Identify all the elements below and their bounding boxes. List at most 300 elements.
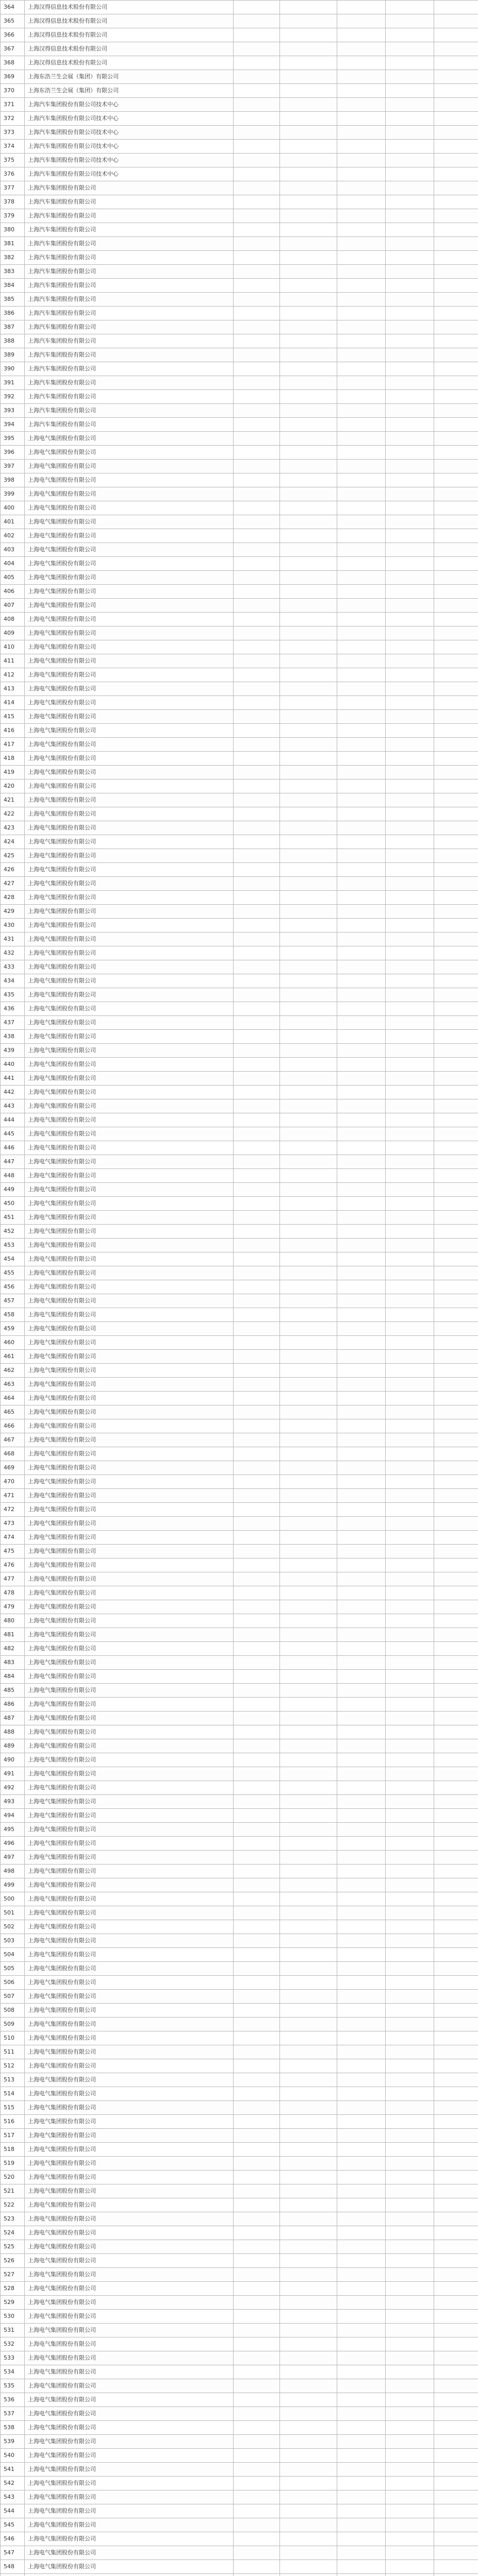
table-cell — [386, 2268, 434, 2282]
company-name-cell: 上海电气集团股份有限公司 — [25, 905, 234, 919]
company-name-cell: 上海电气集团股份有限公司 — [25, 2532, 234, 2546]
company-name-cell: 上海电气集团股份有限公司 — [25, 1990, 234, 2004]
table-cell — [337, 1586, 386, 1600]
table-row — [1, 209, 478, 223]
table-cell — [386, 2240, 434, 2254]
table-cell — [434, 1600, 478, 1614]
table-cell — [386, 988, 434, 1002]
company-name-cell: 上海电气集团股份有限公司 — [25, 1628, 234, 1642]
table-cell — [337, 376, 386, 390]
table-row — [1, 738, 478, 752]
row-number-cell: 533 — [1, 2351, 25, 2365]
table-cell — [234, 2157, 280, 2171]
row-number-cell: 440 — [1, 1058, 25, 1072]
table-cell — [434, 98, 478, 112]
table-row — [1, 446, 478, 460]
table-cell — [337, 1823, 386, 1837]
table-cell — [234, 2365, 280, 2379]
table-cell — [434, 279, 478, 293]
row-number-cell: 380 — [1, 223, 25, 237]
table-cell — [234, 1865, 280, 1878]
table-cell — [280, 988, 337, 1002]
table-cell — [434, 1614, 478, 1628]
table-cell — [386, 1517, 434, 1531]
table-cell — [386, 793, 434, 807]
row-number-cell: 456 — [1, 1280, 25, 1294]
table-cell — [280, 1600, 337, 1614]
table-cell — [234, 640, 280, 654]
table-cell — [337, 2324, 386, 2337]
row-number-cell: 374 — [1, 140, 25, 154]
table-row — [1, 1252, 478, 1266]
table-cell — [434, 877, 478, 891]
table-cell — [434, 2045, 478, 2059]
table-cell — [280, 293, 337, 307]
table-cell — [386, 126, 434, 140]
table-cell — [280, 1016, 337, 1030]
table-cell — [434, 1475, 478, 1489]
table-cell — [234, 1739, 280, 1753]
table-cell — [280, 2504, 337, 2518]
row-number-cell: 375 — [1, 154, 25, 167]
company-name-cell: 上海电气集团股份有限公司 — [25, 752, 234, 766]
table-cell — [386, 1976, 434, 1990]
table-cell — [234, 1628, 280, 1642]
table-cell — [337, 1280, 386, 1294]
table-cell — [280, 793, 337, 807]
table-cell — [337, 2157, 386, 2171]
table-row — [1, 1906, 478, 1920]
row-number-cell: 510 — [1, 2031, 25, 2045]
company-name-cell: 上海汽车集团股份有限公司 — [25, 237, 234, 251]
table-cell — [386, 2031, 434, 2045]
table-cell — [434, 70, 478, 84]
table-cell — [434, 543, 478, 557]
table-cell — [337, 140, 386, 154]
table-cell — [234, 98, 280, 112]
table-cell — [280, 668, 337, 682]
table-cell — [280, 1753, 337, 1767]
table-cell — [280, 1614, 337, 1628]
table-cell — [234, 543, 280, 557]
table-cell — [234, 1711, 280, 1725]
table-cell — [434, 905, 478, 919]
row-number-cell: 395 — [1, 432, 25, 446]
table-cell — [280, 821, 337, 835]
table-cell — [280, 529, 337, 543]
table-cell — [280, 599, 337, 613]
table-cell — [434, 140, 478, 154]
table-cell — [337, 1517, 386, 1531]
table-cell — [337, 2296, 386, 2310]
table-cell — [337, 1531, 386, 1545]
table-row — [1, 84, 478, 98]
table-cell — [386, 1239, 434, 1252]
company-name-cell: 上海电气集团股份有限公司 — [25, 696, 234, 710]
table-cell — [337, 543, 386, 557]
table-cell — [337, 2087, 386, 2101]
table-row — [1, 1058, 478, 1072]
table-cell — [280, 42, 337, 56]
table-cell — [386, 2490, 434, 2504]
table-row — [1, 835, 478, 849]
table-cell — [337, 571, 386, 585]
company-name-cell: 上海电气集团股份有限公司 — [25, 654, 234, 668]
table-cell — [280, 1558, 337, 1572]
table-cell — [234, 1656, 280, 1670]
table-row — [1, 724, 478, 738]
table-cell — [337, 1378, 386, 1392]
table-row — [1, 1781, 478, 1795]
table-cell — [386, 933, 434, 946]
table-cell — [386, 307, 434, 320]
table-cell — [234, 946, 280, 960]
table-cell — [280, 2365, 337, 2379]
table-row — [1, 1016, 478, 1030]
table-cell — [280, 84, 337, 98]
company-name-cell: 上海电气集团股份有限公司 — [25, 473, 234, 487]
row-number-cell: 449 — [1, 1183, 25, 1197]
table-cell — [337, 1392, 386, 1405]
table-cell — [280, 376, 337, 390]
table-row — [1, 1266, 478, 1280]
company-name-cell: 上海电气集团股份有限公司 — [25, 1656, 234, 1670]
table-cell — [337, 56, 386, 70]
company-name-cell: 上海汉得信息技术股份有限公司 — [25, 28, 234, 42]
table-cell — [434, 1016, 478, 1030]
table-cell — [234, 140, 280, 154]
table-cell — [234, 1809, 280, 1823]
table-cell — [434, 654, 478, 668]
table-cell — [386, 1711, 434, 1725]
company-name-cell: 上海电气集团股份有限公司 — [25, 2101, 234, 2115]
table-cell — [337, 320, 386, 334]
company-name-cell: 上海电气集团股份有限公司 — [25, 1239, 234, 1252]
table-cell — [337, 1642, 386, 1656]
table-row — [1, 1044, 478, 1058]
table-cell — [280, 2477, 337, 2490]
table-row — [1, 70, 478, 84]
table-cell — [234, 1851, 280, 1865]
table-row — [1, 501, 478, 515]
table-cell — [337, 1002, 386, 1016]
table-row — [1, 2518, 478, 2532]
table-cell — [386, 1308, 434, 1322]
row-number-cell: 528 — [1, 2282, 25, 2296]
table-cell — [280, 195, 337, 209]
company-name-cell: 上海电气集团股份有限公司 — [25, 724, 234, 738]
row-number-cell: 439 — [1, 1044, 25, 1058]
table-row — [1, 1072, 478, 1086]
table-cell — [337, 390, 386, 404]
table-cell — [434, 2379, 478, 2393]
table-cell — [386, 974, 434, 988]
table-row — [1, 460, 478, 473]
table-cell — [234, 738, 280, 752]
table-row — [1, 2212, 478, 2226]
company-name-cell: 上海汽车集团股份有限公司 — [25, 404, 234, 418]
table-cell — [386, 1364, 434, 1378]
table-cell — [434, 1642, 478, 1656]
table-cell — [234, 1823, 280, 1837]
table-cell — [434, 1865, 478, 1878]
company-name-cell: 上海电气集团股份有限公司 — [25, 1878, 234, 1892]
table-cell — [234, 1767, 280, 1781]
table-cell — [434, 599, 478, 613]
table-cell — [386, 446, 434, 460]
company-name-cell: 上海电气集团股份有限公司 — [25, 626, 234, 640]
table-cell — [234, 2059, 280, 2073]
company-name-cell: 上海电气集团股份有限公司 — [25, 807, 234, 821]
table-row — [1, 1239, 478, 1252]
table-cell — [434, 891, 478, 905]
row-number-cell: 542 — [1, 2477, 25, 2490]
table-cell — [234, 1962, 280, 1976]
table-cell — [386, 1614, 434, 1628]
table-cell — [434, 2226, 478, 2240]
table-row — [1, 1962, 478, 1976]
table-row — [1, 154, 478, 167]
table-cell — [386, 1572, 434, 1586]
company-name-cell: 上海电气集团股份有限公司 — [25, 1266, 234, 1280]
table-cell — [234, 2324, 280, 2337]
row-number-cell: 541 — [1, 2463, 25, 2477]
row-number-cell: 500 — [1, 1892, 25, 1906]
company-name-cell: 上海电气集团股份有限公司 — [25, 1197, 234, 1211]
table-cell — [234, 1392, 280, 1405]
row-number-cell: 526 — [1, 2254, 25, 2268]
table-cell — [386, 2282, 434, 2296]
table-cell — [234, 2115, 280, 2129]
table-cell — [337, 181, 386, 195]
table-cell — [434, 2351, 478, 2365]
table-cell — [386, 1767, 434, 1781]
table-cell — [280, 2268, 337, 2282]
table-cell — [280, 2296, 337, 2310]
table-cell — [280, 1308, 337, 1322]
table-cell — [280, 28, 337, 42]
table-cell — [386, 1878, 434, 1892]
table-cell — [386, 2379, 434, 2393]
table-cell — [234, 2560, 280, 2574]
table-cell — [386, 2324, 434, 2337]
table-cell — [280, 1865, 337, 1878]
table-cell — [234, 2310, 280, 2324]
table-cell — [386, 2504, 434, 2518]
company-name-cell: 上海电气集团股份有限公司 — [25, 1684, 234, 1698]
table-cell — [386, 2073, 434, 2087]
table-cell — [386, 1684, 434, 1698]
table-row — [1, 2157, 478, 2171]
table-cell — [234, 1169, 280, 1183]
table-cell — [234, 2268, 280, 2282]
company-name-cell: 上海电气集团股份有限公司 — [25, 988, 234, 1002]
table-cell — [386, 265, 434, 279]
table-cell — [234, 209, 280, 223]
table-cell — [386, 2101, 434, 2115]
table-row — [1, 1489, 478, 1503]
row-number-cell: 366 — [1, 28, 25, 42]
table-cell — [337, 640, 386, 654]
table-row — [1, 2337, 478, 2351]
table-cell — [337, 2310, 386, 2324]
row-number-cell: 463 — [1, 1378, 25, 1392]
table-cell — [280, 1892, 337, 1906]
table-row — [1, 2073, 478, 2087]
table-cell — [434, 571, 478, 585]
table-cell — [280, 1851, 337, 1865]
table-row — [1, 1197, 478, 1211]
table-cell — [234, 1016, 280, 1030]
table-cell — [337, 668, 386, 682]
company-name-cell: 上海电气集团股份有限公司 — [25, 1725, 234, 1739]
table-cell — [386, 599, 434, 613]
table-cell — [386, 2518, 434, 2532]
table-cell — [280, 2560, 337, 2574]
table-row — [1, 2546, 478, 2560]
table-row — [1, 1336, 478, 1350]
table-cell — [337, 1503, 386, 1517]
company-name-cell: 上海电气集团股份有限公司 — [25, 543, 234, 557]
table-row — [1, 1628, 478, 1642]
table-cell — [434, 2101, 478, 2115]
table-cell — [434, 640, 478, 654]
table-cell — [234, 1948, 280, 1962]
table-cell — [234, 2004, 280, 2018]
table-cell — [234, 2143, 280, 2157]
table-cell — [337, 2532, 386, 2546]
table-cell — [434, 807, 478, 821]
row-number-cell: 477 — [1, 1572, 25, 1586]
table-cell — [434, 501, 478, 515]
table-cell — [434, 738, 478, 752]
table-cell — [337, 42, 386, 56]
table-row — [1, 2296, 478, 2310]
table-cell — [280, 1002, 337, 1016]
table-cell — [337, 223, 386, 237]
table-cell — [234, 237, 280, 251]
row-number-cell: 405 — [1, 571, 25, 585]
table-cell — [280, 2171, 337, 2184]
table-cell — [280, 863, 337, 877]
company-name-cell: 上海汽车集团股份有限公司 — [25, 251, 234, 265]
table-cell — [386, 946, 434, 960]
table-cell — [386, 1906, 434, 1920]
row-number-cell: 370 — [1, 84, 25, 98]
table-cell — [280, 933, 337, 946]
company-name-cell: 上海电气集团股份有限公司 — [25, 1503, 234, 1517]
table-cell — [280, 1572, 337, 1586]
table-cell — [234, 223, 280, 237]
table-row — [1, 682, 478, 696]
table-cell — [386, 877, 434, 891]
table-cell — [234, 2226, 280, 2240]
table-cell — [434, 933, 478, 946]
table-cell — [337, 626, 386, 640]
table-cell — [234, 279, 280, 293]
row-number-cell: 411 — [1, 654, 25, 668]
table-cell — [234, 126, 280, 140]
table-cell — [434, 1489, 478, 1503]
table-cell — [234, 2073, 280, 2087]
table-cell — [434, 766, 478, 779]
row-number-cell: 514 — [1, 2087, 25, 2101]
table-row — [1, 140, 478, 154]
table-cell — [386, 1892, 434, 1906]
table-cell — [280, 1211, 337, 1225]
table-cell — [337, 1865, 386, 1878]
company-name-cell: 上海电气集团股份有限公司 — [25, 933, 234, 946]
table-cell — [280, 2337, 337, 2351]
company-name-cell: 上海电气集团股份有限公司 — [25, 2421, 234, 2435]
table-cell — [337, 334, 386, 348]
table-cell — [337, 738, 386, 752]
table-cell — [337, 1197, 386, 1211]
table-cell — [434, 1058, 478, 1072]
table-cell — [234, 390, 280, 404]
table-cell — [280, 1183, 337, 1197]
table-cell — [280, 1072, 337, 1086]
row-number-cell: 424 — [1, 835, 25, 849]
table-row — [1, 557, 478, 571]
row-number-cell: 536 — [1, 2393, 25, 2407]
table-cell — [234, 460, 280, 473]
table-cell — [234, 988, 280, 1002]
company-name-cell: 上海东浩兰生会展（集团）有限公司 — [25, 84, 234, 98]
table-cell — [386, 515, 434, 529]
company-name-cell: 上海电气集团股份有限公司 — [25, 1711, 234, 1725]
company-name-cell: 上海汽车集团股份有限公司 — [25, 265, 234, 279]
company-name-cell: 上海电气集团股份有限公司 — [25, 1225, 234, 1239]
table-cell — [280, 696, 337, 710]
table-cell — [386, 70, 434, 84]
table-cell — [337, 1698, 386, 1711]
company-name-cell: 上海电气集团股份有限公司 — [25, 1906, 234, 1920]
table-row — [1, 1392, 478, 1405]
row-number-cell: 482 — [1, 1642, 25, 1656]
table-cell — [337, 195, 386, 209]
table-cell — [434, 1809, 478, 1823]
company-name-cell: 上海汽车集团股份有限公司 — [25, 348, 234, 362]
table-row — [1, 1823, 478, 1837]
row-number-cell: 407 — [1, 599, 25, 613]
table-cell — [386, 1865, 434, 1878]
table-cell — [234, 905, 280, 919]
table-row — [1, 543, 478, 557]
table-cell — [386, 2184, 434, 2198]
table-cell — [234, 1781, 280, 1795]
table-cell — [386, 487, 434, 501]
table-cell — [234, 2407, 280, 2421]
table-cell — [280, 2449, 337, 2463]
row-number-cell: 513 — [1, 2073, 25, 2087]
company-name-cell: 上海电气集团股份有限公司 — [25, 1461, 234, 1475]
table-cell — [434, 710, 478, 724]
table-cell — [434, 2477, 478, 2490]
table-cell — [337, 28, 386, 42]
table-row — [1, 779, 478, 793]
table-cell — [434, 668, 478, 682]
table-cell — [280, 1, 337, 14]
row-number-cell: 417 — [1, 738, 25, 752]
table-cell — [434, 1169, 478, 1183]
table-cell — [434, 487, 478, 501]
table-cell — [234, 1531, 280, 1545]
table-cell — [337, 1990, 386, 2004]
row-number-cell: 399 — [1, 487, 25, 501]
table-cell — [337, 1239, 386, 1252]
table-cell — [337, 1058, 386, 1072]
